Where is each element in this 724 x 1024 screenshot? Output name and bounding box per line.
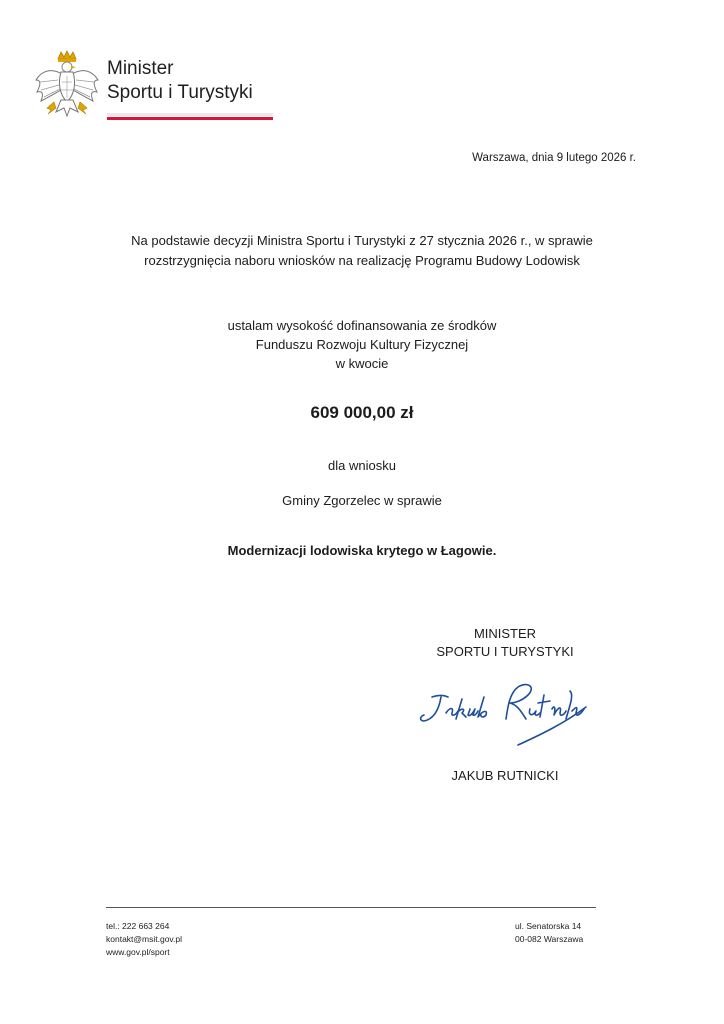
applicant-name: Gminy Zgorzelec w sprawie	[282, 493, 442, 508]
footer-postal: 00-082 Warszawa	[515, 934, 584, 944]
flag-stripe-red	[107, 117, 273, 120]
org-name-line2: Sportu i Turystyki	[107, 82, 253, 103]
flag-stripe-white	[107, 113, 273, 116]
statement-line-2: Funduszu Rozwoju Kultury Fizycznej	[255, 337, 469, 352]
statement-line-1: ustalam wysokość dofinansowania ze środków	[227, 318, 497, 333]
for-application-label: dla wniosku	[328, 458, 396, 473]
footer-email[interactable]: kontakt@msit.gov.pl	[106, 934, 183, 944]
statement-line-3: w kwocie	[335, 356, 389, 371]
intro-line-2: rozstrzygnięcia naboru wniosków na realizację Programu Budowy Lodowisk	[144, 253, 580, 268]
white-eagle-emblem	[34, 50, 100, 122]
signatory-title-line1: MINISTER	[473, 626, 537, 641]
footer-divider	[106, 907, 596, 908]
grant-amount: 609 000,00 zł	[310, 403, 414, 422]
footer-phone: tel.: 222 663 264	[106, 921, 170, 931]
footer-website[interactable]: www.gov.pl/sport	[106, 947, 170, 957]
signatory-title-line2: SPORTU I TURYSTYKI	[436, 644, 574, 659]
intro-line-1: Na podstawie decyzji Ministra Sportu i Turystyki z 27 stycznia 2026 r., w sprawie	[131, 233, 593, 248]
footer-street: ul. Senatorska 14	[515, 921, 582, 931]
signatory-name: JAKUB RUTNICKI	[451, 768, 559, 783]
handwritten-signature	[410, 675, 600, 755]
org-name-line1: Minister	[107, 58, 174, 79]
document-date: Warszawa, dnia 9 lutego 2026 r.	[472, 152, 636, 164]
project-subject: Modernizacji lodowiska krytego w Łagowie.	[227, 543, 497, 558]
